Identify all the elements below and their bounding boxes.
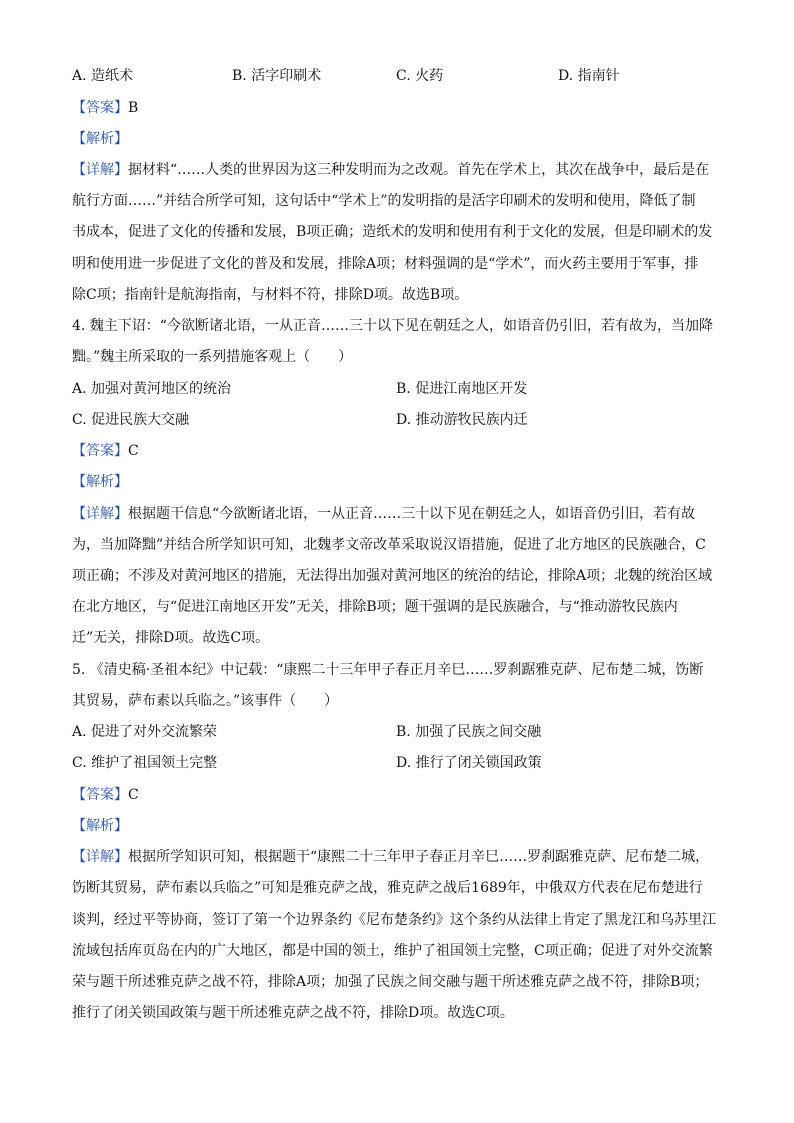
q5-option-a: A. 促进了对外交流繁荣 xyxy=(72,724,218,740)
q3-answer-tag: 【答案】 xyxy=(72,100,128,116)
q5-detail-line-3: 谈判，经过平等协商，签订了第一个边界条约《尼布楚条约》这个条约从法律上肯定了黑龙江和乌苏里江 xyxy=(72,912,716,928)
q3-detail-line-3: 书成本，促进了文化的传播和发展，B项正确；造纸术的发明和使用有利于文化的发展，但是印刷术的发 xyxy=(72,224,713,240)
q3-detail-line-5: 除C项；指南针是航海指南，与材料不符，排除D项。故选B项。 xyxy=(72,287,469,303)
q3-option-a: A. 造纸术 xyxy=(72,68,134,84)
q4-analysis-tag: 【解析】 xyxy=(72,474,128,490)
q4-stem-line-1: 4. 魏主下诏：“今欲断诸北语，一从正音……三十以下见在朝廷之人，如语音仍引旧，若有故为，当加降 xyxy=(72,318,713,334)
q5-detail-line-5: 荣与题干所述雅克萨之战不符，排除A项；加强了民族之间交融与题干所述雅克萨之战不符，排除B项； xyxy=(72,974,709,990)
q5-option-c: C. 维护了祖国领土完整 xyxy=(72,755,218,771)
q5-stem-line-1: 5. 《清史稿·圣祖本纪》中记载：“康熙二十三年甲子春正月辛巳……罗刹踞雅克萨、尼布楚二城，饬断 xyxy=(72,662,704,678)
q4-option-a: A. 加强对黄河地区的统治 xyxy=(72,381,232,397)
q5-analysis-tag: 【解析】 xyxy=(72,818,128,834)
q3-option-b: B. 活字印刷术 xyxy=(232,68,322,84)
q5-stem-line-2: 其贸易，萨布素以兵临之。”该事件（ ） xyxy=(72,693,339,709)
q4-option-b: B. 促进江南地区开发 xyxy=(396,381,528,397)
q4-detail-line-1: 【详解】根据题干信息“今欲断诸北语，一从正音……三十以下见在朝廷之人，如语音仍引旧，若有故 xyxy=(72,506,696,522)
q4-detail-line-5: 迁”无关，排除D项。故选C项。 xyxy=(72,630,270,646)
q3-detail-tag: 【详解】 xyxy=(72,162,128,178)
q5-detail-tag: 【详解】 xyxy=(72,849,128,865)
q5-answer-tag: 【答案】 xyxy=(72,787,128,803)
q3-detail-line-1: 【详解】据材料“……人类的世界因为这三种发明而为之改观。首先在学术上，其次在战争中，最后是在 xyxy=(72,162,710,178)
q4-option-c: C. 促进民族大交融 xyxy=(72,412,190,428)
q5-detail-line-4: 流域包括库页岛在内的广大地区，都是中国的领土，维护了祖国领土完整，C项正确；促进了对外交流繁 xyxy=(72,943,713,959)
q4-detail-line-3: 项正确；不涉及对黄河地区的措施，无法得出加强对黄河地区的统治的结论，排除A项；北魏的统治区域 xyxy=(72,568,713,584)
q5-option-b: B. 加强了民族之间交融 xyxy=(396,724,542,740)
q4-answer xyxy=(72,442,722,460)
q4-stem-line-2: 黜。”魏主所采取的一系列措施客观上（ ） xyxy=(72,349,353,365)
q3-detail-line-2: 航行方面……”并结合所学可知，这句话中“学术上”的发明指的是活字印刷术的发明和使用，降低了制 xyxy=(72,193,696,209)
q5-detail-line-6: 推行了闭关锁国政策与题干所述雅克萨之战不符，排除D项。故选C项。 xyxy=(72,1005,514,1021)
q5-answer xyxy=(72,786,722,804)
q3-answer-value: B xyxy=(128,100,139,116)
q5-option-d: D. 推行了闭关锁国政策 xyxy=(396,755,542,771)
q3-detail-line-4: 明和使用进一步促进了文化的普及和发展，排除A项；材料强调的是“学术”，而火药主要用于军事，排 xyxy=(72,256,699,272)
q4-detail-line-2: 为，当加降黜”并结合所学知识可知，北魏孝文帝改革采取说汉语措施，促进了北方地区的民族融合，C xyxy=(72,537,706,553)
q5-answer-value: C xyxy=(128,787,139,803)
q4-detail-line-4: 在北方地区，与“促进江南地区开发”无关，排除B项；题干强调的是民族融合，与“推动游牧民族内 xyxy=(72,599,678,615)
q4-answer-value: C xyxy=(128,443,139,459)
q3-option-c: C. 火药 xyxy=(396,68,444,84)
q4-answer-tag: 【答案】 xyxy=(72,443,128,459)
q5-detail-line-1: 【详解】根据所学知识可知，根据题干“康熙二十三年甲子春正月辛巳……罗刹踞雅克萨、尼布楚二城， xyxy=(72,849,710,865)
q3-option-d: D. 指南针 xyxy=(558,68,620,84)
q3-analysis-tag: 【解析】 xyxy=(72,131,128,147)
q4-option-d: D. 推动游牧民族内迁 xyxy=(396,412,528,428)
q4-detail-tag: 【详解】 xyxy=(72,506,128,522)
q5-detail-line-2: 饬断其贸易，萨布素以兵临之”可知是雅克萨之战，雅克萨之战后1689年，中俄双方代表在尼布楚进行 xyxy=(72,880,703,896)
q3-answer xyxy=(72,99,722,117)
